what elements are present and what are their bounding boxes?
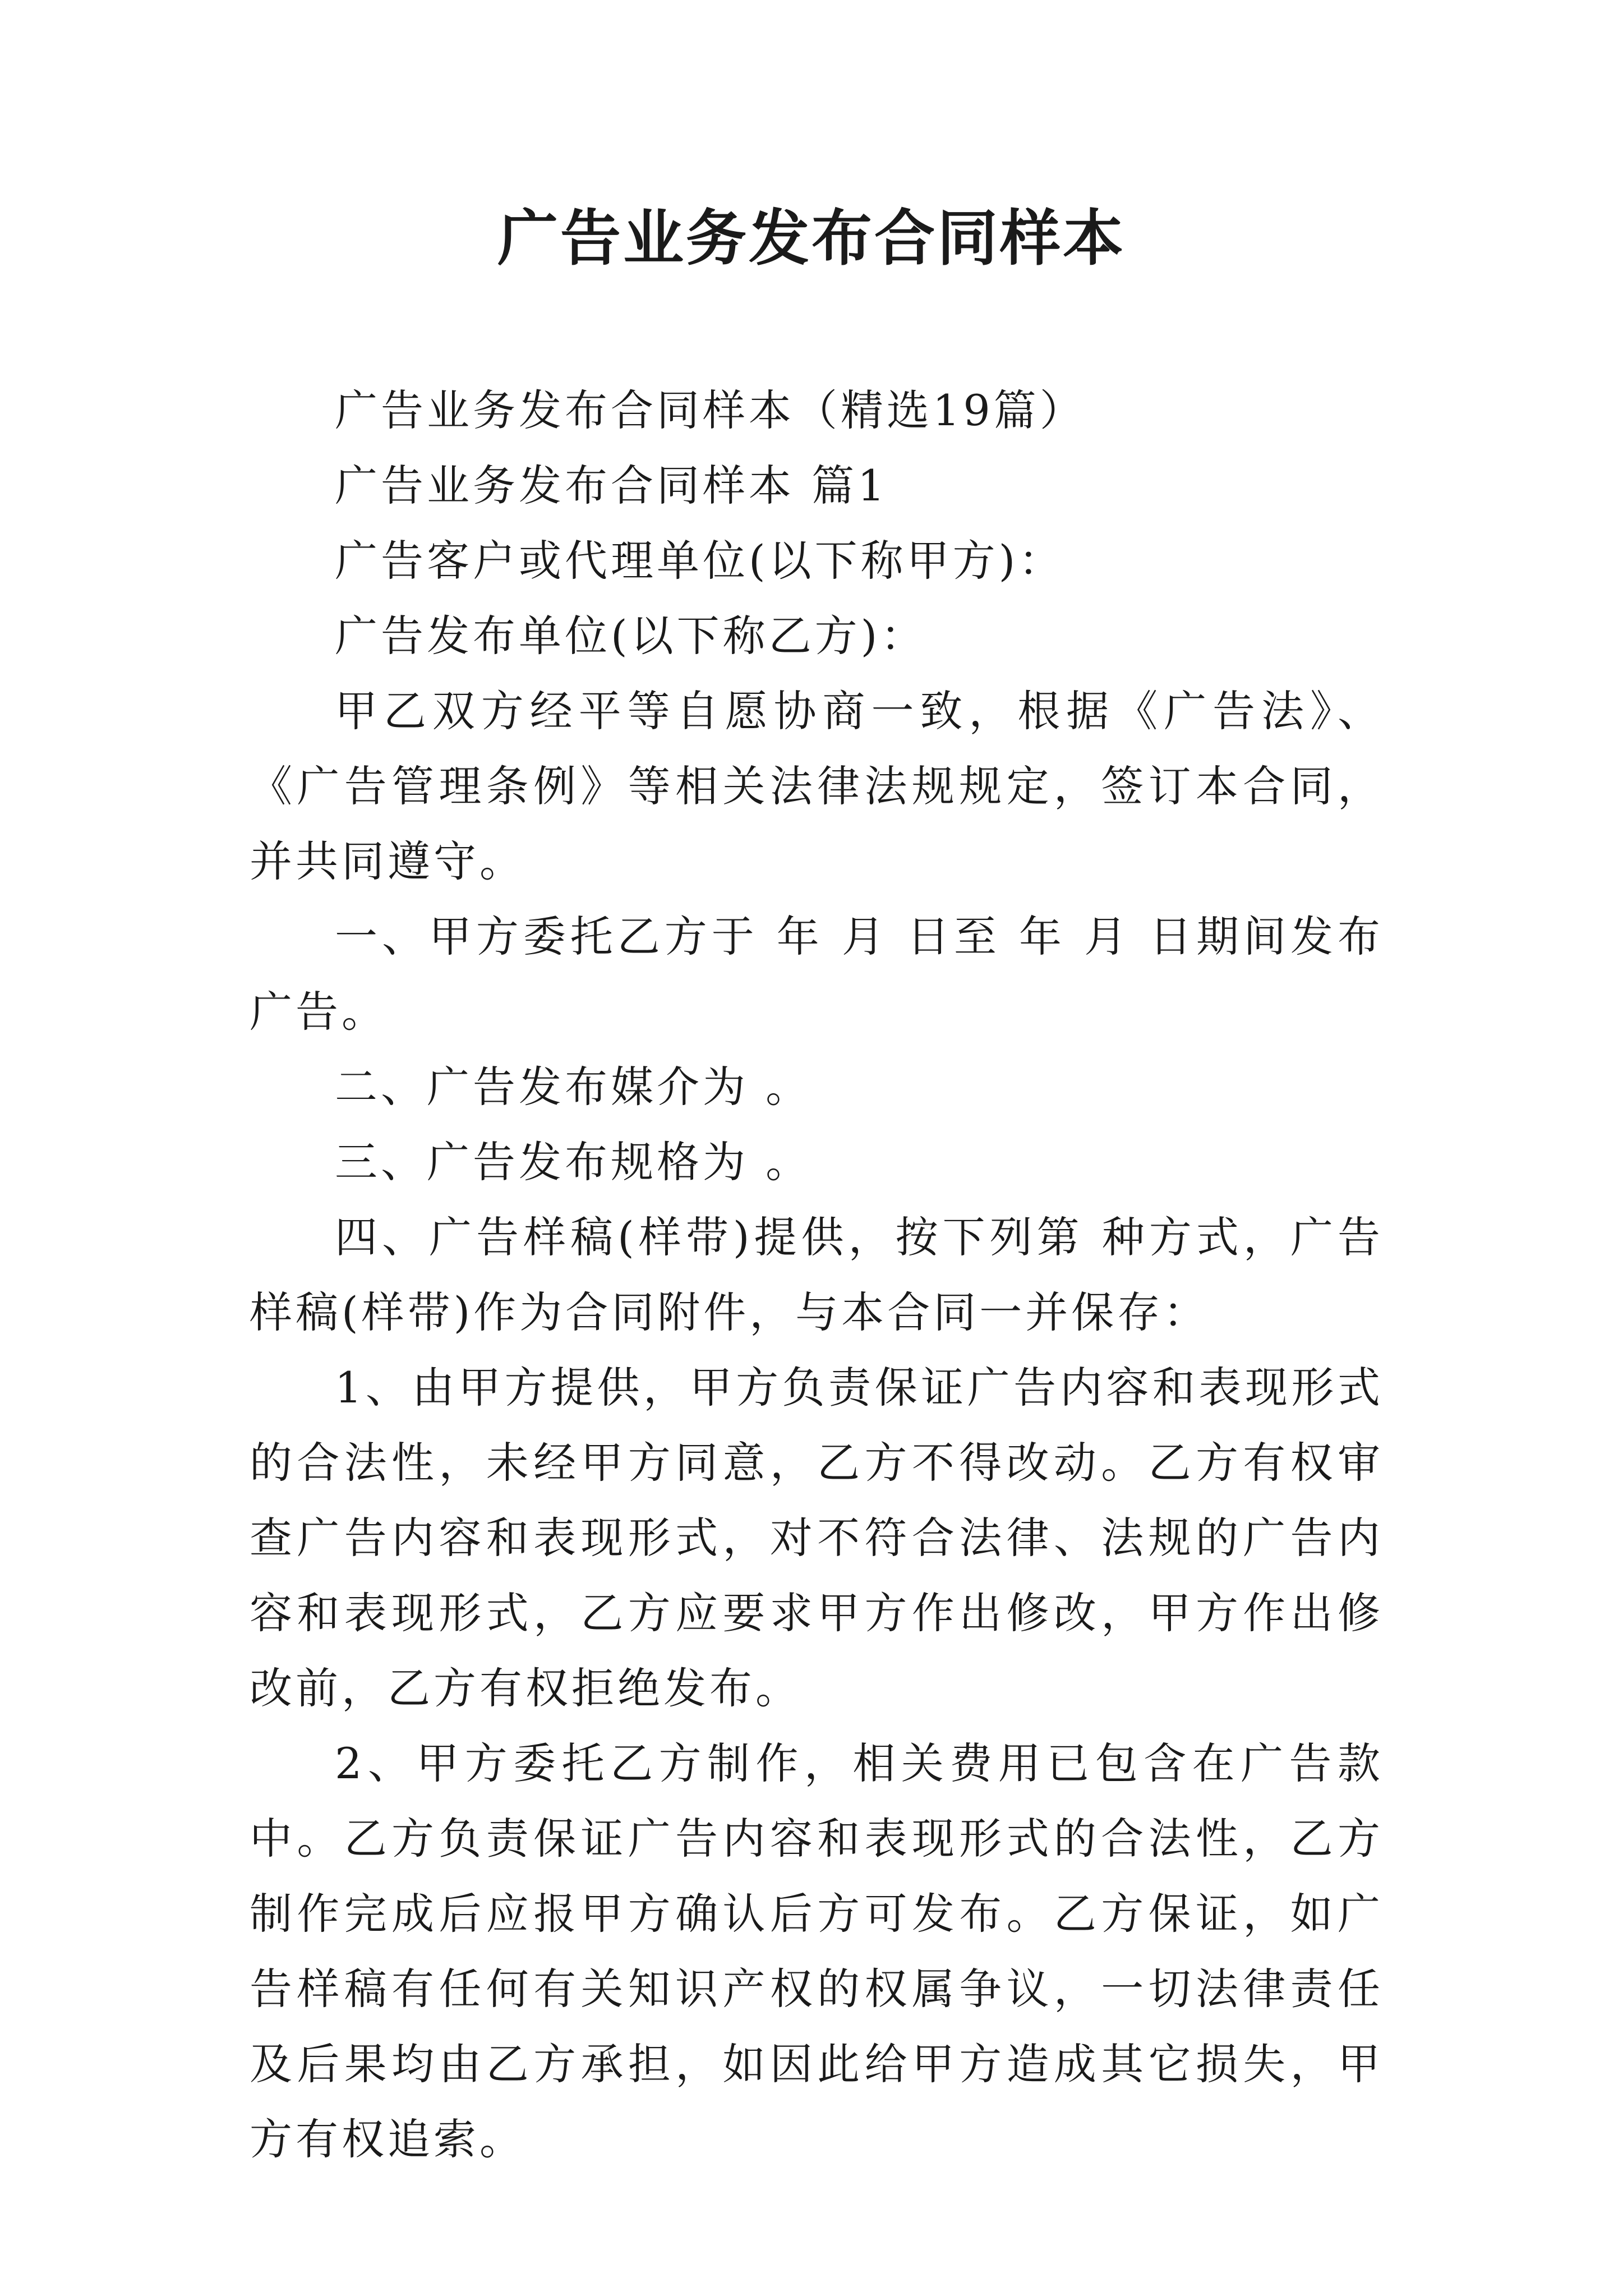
paragraph-party-b: 广告发布单位(以下称乙方)： xyxy=(335,611,927,661)
document-body xyxy=(250,373,1384,2177)
paragraph-party-a: 广告客户或代理单位(以下称甲方)： xyxy=(335,536,1065,586)
paragraph-clause-3: 三、广告发布规格为 。 xyxy=(335,1137,812,1187)
paragraph-subtitle: 广告业务发布合同样本（精选19篇） xyxy=(335,385,1086,435)
paragraph-section-heading: 广告业务发布合同样本 篇1 xyxy=(335,461,888,510)
paragraph-clause-2: 二、广告发布媒介为 。 xyxy=(335,1062,812,1112)
document-title: 广告业务发布合同样本 xyxy=(497,203,1126,274)
paragraph-clause-1: 一、甲方委托乙方于 年 月 日至 年 月 日期间发布广告。 xyxy=(250,912,1384,1037)
paragraph-clause-4-item-1: 1、由甲方提供，甲方负责保证广告内容和表现形式的合法性，未经甲方同意，乙方不得改动。乙方有权审查广告内容和表现形式，对不符合法律、法规的广告内容和表现形式，乙方应要求甲方作出修改，甲方作出修改前，乙方有权拒绝发布。 xyxy=(250,1363,1384,1713)
paragraph-clause-4-item-2: 2、甲方委托乙方制作，相关费用已包含在广告款中。乙方负责保证广告内容和表现形式的合法性，乙方制作完成后应报甲方确认后方可发布。乙方保证，如广告样稿有任何有关知识产权的权属争议，一切法律责任及后果均由乙方承担，如因此给甲方造成其它损失，甲方有权追索。 xyxy=(250,1738,1384,2164)
paragraph-clause-4: 四、广告样稿(样带)提供，按下列第 种方式，广告样稿(样带)作为合同附件，与本合同一并保存： xyxy=(250,1212,1384,1337)
paragraph-preamble: 甲乙双方经平等自愿协商一致，根据《广告法》、《广告管理条例》等相关法律法规规定，签订本合同，并共同遵守。 xyxy=(250,686,1384,886)
